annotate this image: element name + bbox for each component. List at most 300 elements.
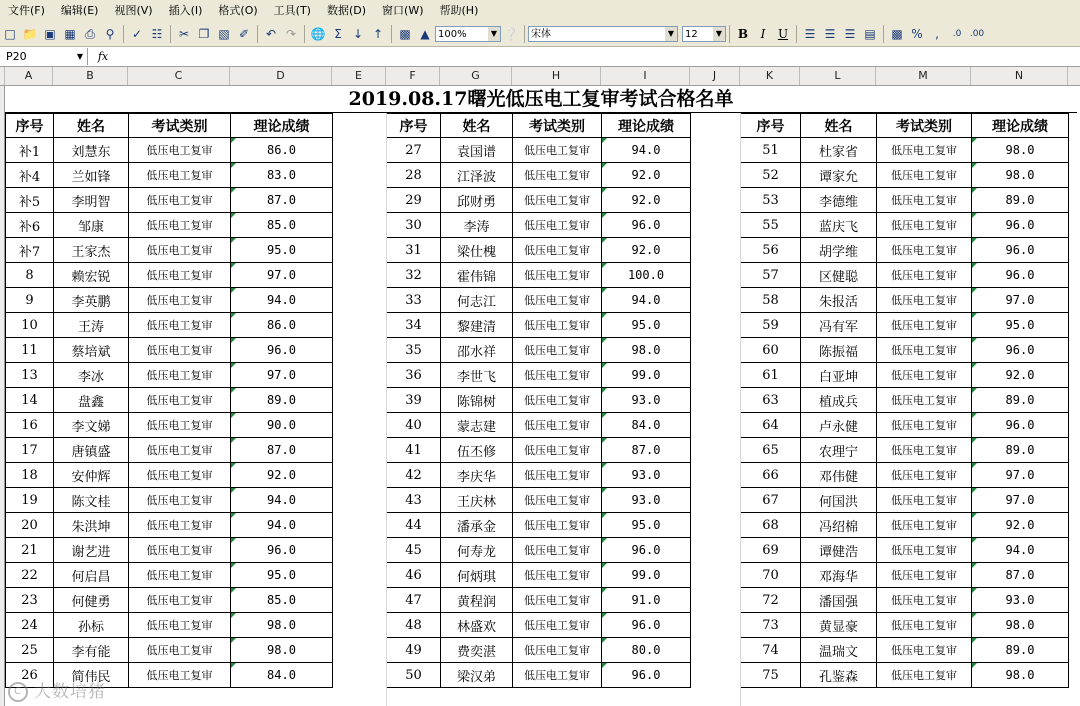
- seq-cell[interactable]: 41: [387, 438, 441, 463]
- menu-item[interactable]: 数据(D): [326, 4, 367, 17]
- score-cell[interactable]: 89.0: [972, 188, 1069, 213]
- score-cell[interactable]: 89.0: [231, 388, 333, 413]
- category-cell[interactable]: 低压电工复审: [513, 188, 602, 213]
- name-cell[interactable]: 霍伟锦: [441, 263, 513, 288]
- align-left-icon[interactable]: ☰: [804, 27, 816, 41]
- category-cell[interactable]: 低压电工复审: [877, 363, 972, 388]
- column-heading[interactable]: 序号: [387, 114, 441, 138]
- score-cell[interactable]: 97.0: [231, 363, 333, 388]
- name-cell[interactable]: 邓伟健: [801, 463, 877, 488]
- seq-cell[interactable]: 42: [387, 463, 441, 488]
- seq-cell[interactable]: 63: [741, 388, 801, 413]
- seq-cell[interactable]: 35: [387, 338, 441, 363]
- percent-button[interactable]: %: [911, 27, 923, 41]
- seq-cell[interactable]: 18: [6, 463, 54, 488]
- seq-cell[interactable]: 8: [6, 263, 54, 288]
- seq-cell[interactable]: 补7: [6, 238, 54, 263]
- seq-cell[interactable]: 75: [741, 663, 801, 688]
- name-cell[interactable]: 赖宏锐: [54, 263, 129, 288]
- category-cell[interactable]: 低压电工复审: [513, 588, 602, 613]
- score-cell[interactable]: 96.0: [602, 538, 691, 563]
- name-cell[interactable]: 林盛欢: [441, 613, 513, 638]
- seq-cell[interactable]: 23: [6, 588, 54, 613]
- category-cell[interactable]: 低压电工复审: [513, 363, 602, 388]
- name-cell[interactable]: 黄程润: [441, 588, 513, 613]
- new-file-icon[interactable]: □: [4, 27, 16, 41]
- score-cell[interactable]: 92.0: [972, 363, 1069, 388]
- column-heading[interactable]: 序号: [6, 114, 54, 138]
- score-cell[interactable]: 89.0: [972, 438, 1069, 463]
- formula-input[interactable]: [118, 48, 1080, 65]
- seq-cell[interactable]: 32: [387, 263, 441, 288]
- score-cell[interactable]: 99.0: [602, 363, 691, 388]
- font-name-select[interactable]: [528, 26, 678, 42]
- name-cell[interactable]: 何健勇: [54, 588, 129, 613]
- name-cell[interactable]: 冯绍棉: [801, 513, 877, 538]
- category-cell[interactable]: 低压电工复审: [513, 638, 602, 663]
- score-cell[interactable]: 93.0: [602, 388, 691, 413]
- category-cell[interactable]: 低压电工复审: [513, 513, 602, 538]
- score-cell[interactable]: 87.0: [602, 438, 691, 463]
- score-cell[interactable]: 95.0: [231, 238, 333, 263]
- column-header[interactable]: M: [876, 67, 971, 85]
- name-cell[interactable]: 何国洪: [801, 488, 877, 513]
- category-cell[interactable]: 低压电工复审: [513, 138, 602, 163]
- column-heading[interactable]: 理论成绩: [231, 114, 333, 138]
- save-icon[interactable]: ▣: [44, 27, 56, 41]
- name-cell[interactable]: 梁仕槐: [441, 238, 513, 263]
- score-cell[interactable]: 98.0: [231, 613, 333, 638]
- menu-item[interactable]: 编辑(E): [60, 4, 99, 17]
- seq-cell[interactable]: 10: [6, 313, 54, 338]
- research-icon[interactable]: ☷: [151, 27, 163, 41]
- score-cell[interactable]: 96.0: [972, 338, 1069, 363]
- chart-wizard-icon[interactable]: ▩: [399, 27, 411, 41]
- seq-cell[interactable]: 30: [387, 213, 441, 238]
- name-cell[interactable]: 李明智: [54, 188, 129, 213]
- name-cell[interactable]: 冯有军: [801, 313, 877, 338]
- category-cell[interactable]: 低压电工复审: [877, 538, 972, 563]
- menu-item[interactable]: 插入(I): [168, 4, 203, 17]
- seq-cell[interactable]: 47: [387, 588, 441, 613]
- seq-cell[interactable]: 52: [741, 163, 801, 188]
- name-cell[interactable]: 何炳琪: [441, 563, 513, 588]
- font-size-select[interactable]: [682, 26, 726, 42]
- category-cell[interactable]: 低压电工复审: [129, 588, 231, 613]
- score-cell[interactable]: 89.0: [972, 388, 1069, 413]
- category-cell[interactable]: 低压电工复审: [877, 163, 972, 188]
- category-cell[interactable]: 低压电工复审: [877, 488, 972, 513]
- score-cell[interactable]: 99.0: [602, 563, 691, 588]
- category-cell[interactable]: 低压电工复审: [877, 388, 972, 413]
- name-cell[interactable]: 陈振福: [801, 338, 877, 363]
- score-cell[interactable]: 94.0: [231, 488, 333, 513]
- name-cell[interactable]: 李有能: [54, 638, 129, 663]
- category-cell[interactable]: 低压电工复审: [129, 213, 231, 238]
- column-header[interactable]: G: [440, 67, 512, 85]
- name-cell[interactable]: 黄显豪: [801, 613, 877, 638]
- score-cell[interactable]: 97.0: [972, 488, 1069, 513]
- seq-cell[interactable]: 20: [6, 513, 54, 538]
- category-cell[interactable]: 低压电工复审: [129, 163, 231, 188]
- category-cell[interactable]: 低压电工复审: [877, 188, 972, 213]
- name-cell[interactable]: 王庆林: [441, 488, 513, 513]
- category-cell[interactable]: 低压电工复审: [513, 663, 602, 688]
- column-heading[interactable]: 考试类别: [877, 114, 972, 138]
- column-header[interactable]: A: [5, 67, 53, 85]
- undo-icon[interactable]: ↶: [265, 27, 277, 41]
- category-cell[interactable]: 低压电工复审: [877, 463, 972, 488]
- name-cell[interactable]: 梁汉弟: [441, 663, 513, 688]
- category-cell[interactable]: 低压电工复审: [513, 613, 602, 638]
- seq-cell[interactable]: 22: [6, 563, 54, 588]
- name-cell[interactable]: 谭健浩: [801, 538, 877, 563]
- category-cell[interactable]: 低压电工复审: [877, 613, 972, 638]
- seq-cell[interactable]: 61: [741, 363, 801, 388]
- name-cell[interactable]: 谭家允: [801, 163, 877, 188]
- menu-item[interactable]: 视图(V): [114, 4, 153, 17]
- category-cell[interactable]: 低压电工复审: [877, 313, 972, 338]
- category-cell[interactable]: 低压电工复审: [513, 538, 602, 563]
- score-cell[interactable]: 94.0: [602, 138, 691, 163]
- seq-cell[interactable]: 补1: [6, 138, 54, 163]
- score-cell[interactable]: 86.0: [231, 138, 333, 163]
- column-header[interactable]: J: [690, 67, 740, 85]
- name-cell[interactable]: 朱报活: [801, 288, 877, 313]
- column-header[interactable]: N: [971, 67, 1068, 85]
- underline-button[interactable]: U: [777, 27, 789, 41]
- name-cell[interactable]: 江泽波: [441, 163, 513, 188]
- category-cell[interactable]: 低压电工复审: [877, 413, 972, 438]
- column-heading[interactable]: 理论成绩: [972, 114, 1069, 138]
- category-cell[interactable]: 低压电工复审: [129, 413, 231, 438]
- score-cell[interactable]: 87.0: [972, 563, 1069, 588]
- category-cell[interactable]: 低压电工复审: [129, 363, 231, 388]
- category-cell[interactable]: 低压电工复审: [877, 213, 972, 238]
- comma-button[interactable]: ,: [935, 27, 939, 41]
- name-cell[interactable]: 费奕湛: [441, 638, 513, 663]
- menu-item[interactable]: 文件(F): [8, 4, 45, 17]
- column-heading[interactable]: 序号: [741, 114, 801, 138]
- score-cell[interactable]: 89.0: [972, 638, 1069, 663]
- score-cell[interactable]: 96.0: [972, 413, 1069, 438]
- name-cell[interactable]: 潘承金: [441, 513, 513, 538]
- menu-item[interactable]: 格式(O): [218, 4, 258, 17]
- column-heading[interactable]: 考试类别: [129, 114, 231, 138]
- name-cell[interactable]: 盘鑫: [54, 388, 129, 413]
- menu-item[interactable]: 帮助(H): [439, 4, 479, 17]
- category-cell[interactable]: 低压电工复审: [513, 413, 602, 438]
- category-cell[interactable]: 低压电工复审: [129, 463, 231, 488]
- name-cell[interactable]: 安仲辉: [54, 463, 129, 488]
- score-cell[interactable]: 91.0: [602, 588, 691, 613]
- name-cell[interactable]: 王家杰: [54, 238, 129, 263]
- category-cell[interactable]: 低压电工复审: [513, 338, 602, 363]
- name-cell[interactable]: 伍丕修: [441, 438, 513, 463]
- category-cell[interactable]: 低压电工复审: [129, 563, 231, 588]
- category-cell[interactable]: 低压电工复审: [129, 188, 231, 213]
- name-cell[interactable]: 何启昌: [54, 563, 129, 588]
- align-right-icon[interactable]: ☰: [844, 27, 856, 41]
- seq-cell[interactable]: 33: [387, 288, 441, 313]
- name-cell[interactable]: 王涛: [54, 313, 129, 338]
- name-cell[interactable]: 何寿龙: [441, 538, 513, 563]
- column-header[interactable]: B: [53, 67, 128, 85]
- score-cell[interactable]: 96.0: [231, 538, 333, 563]
- score-cell[interactable]: 98.0: [972, 138, 1069, 163]
- column-header[interactable]: D: [230, 67, 332, 85]
- name-cell[interactable]: 唐镇盛: [54, 438, 129, 463]
- score-cell[interactable]: 85.0: [231, 588, 333, 613]
- category-cell[interactable]: 低压电工复审: [877, 513, 972, 538]
- decrease-decimal-icon[interactable]: .00: [969, 29, 985, 39]
- seq-cell[interactable]: 26: [6, 663, 54, 688]
- seq-cell[interactable]: 17: [6, 438, 54, 463]
- column-heading[interactable]: 理论成绩: [602, 114, 691, 138]
- name-cell[interactable]: 邱财勇: [441, 188, 513, 213]
- drawing-icon[interactable]: ▲: [420, 27, 430, 41]
- hyperlink-icon[interactable]: 🌐: [310, 27, 326, 41]
- category-cell[interactable]: 低压电工复审: [513, 388, 602, 413]
- seq-cell[interactable]: 55: [741, 213, 801, 238]
- seq-cell[interactable]: 11: [6, 338, 54, 363]
- score-cell[interactable]: 100.0: [602, 263, 691, 288]
- seq-cell[interactable]: 9: [6, 288, 54, 313]
- seq-cell[interactable]: 24: [6, 613, 54, 638]
- seq-cell[interactable]: 16: [6, 413, 54, 438]
- score-cell[interactable]: 96.0: [972, 238, 1069, 263]
- score-cell[interactable]: 94.0: [972, 538, 1069, 563]
- seq-cell[interactable]: 36: [387, 363, 441, 388]
- score-cell[interactable]: 96.0: [602, 213, 691, 238]
- seq-cell[interactable]: 67: [741, 488, 801, 513]
- name-cell[interactable]: 卢永健: [801, 413, 877, 438]
- category-cell[interactable]: 低压电工复审: [877, 663, 972, 688]
- sort-ascending-icon[interactable]: ↓: [352, 27, 364, 41]
- seq-cell[interactable]: 补4: [6, 163, 54, 188]
- name-cell[interactable]: 温瑞文: [801, 638, 877, 663]
- score-cell[interactable]: 94.0: [602, 288, 691, 313]
- seq-cell[interactable]: 14: [6, 388, 54, 413]
- category-cell[interactable]: 低压电工复审: [129, 263, 231, 288]
- seq-cell[interactable]: 19: [6, 488, 54, 513]
- category-cell[interactable]: 低压电工复审: [513, 313, 602, 338]
- name-cell[interactable]: 李文娣: [54, 413, 129, 438]
- name-cell[interactable]: 简伟民: [54, 663, 129, 688]
- score-cell[interactable]: 92.0: [602, 163, 691, 188]
- autosum-icon[interactable]: Σ: [334, 27, 342, 41]
- category-cell[interactable]: 低压电工复审: [129, 488, 231, 513]
- score-cell[interactable]: 96.0: [231, 338, 333, 363]
- score-cell[interactable]: 96.0: [972, 213, 1069, 238]
- category-cell[interactable]: 低压电工复审: [877, 238, 972, 263]
- category-cell[interactable]: 低压电工复审: [877, 638, 972, 663]
- seq-cell[interactable]: 64: [741, 413, 801, 438]
- column-header[interactable]: F: [386, 67, 440, 85]
- italic-button[interactable]: I: [760, 27, 766, 41]
- column-heading[interactable]: 姓名: [441, 114, 513, 138]
- currency-icon[interactable]: ▩: [891, 27, 903, 41]
- category-cell[interactable]: 低压电工复审: [513, 238, 602, 263]
- category-cell[interactable]: 低压电工复审: [877, 588, 972, 613]
- category-cell[interactable]: 低压电工复审: [129, 638, 231, 663]
- name-cell[interactable]: 邹康: [54, 213, 129, 238]
- name-cell[interactable]: 谢艺进: [54, 538, 129, 563]
- seq-cell[interactable]: 44: [387, 513, 441, 538]
- seq-cell[interactable]: 补5: [6, 188, 54, 213]
- column-header[interactable]: E: [332, 67, 386, 85]
- seq-cell[interactable]: 13: [6, 363, 54, 388]
- seq-cell[interactable]: 39: [387, 388, 441, 413]
- name-cell[interactable]: 朱洪坤: [54, 513, 129, 538]
- seq-cell[interactable]: 70: [741, 563, 801, 588]
- seq-cell[interactable]: 27: [387, 138, 441, 163]
- seq-cell[interactable]: 29: [387, 188, 441, 213]
- column-heading[interactable]: 考试类别: [513, 114, 602, 138]
- category-cell[interactable]: 低压电工复审: [129, 663, 231, 688]
- name-cell[interactable]: 蒙志建: [441, 413, 513, 438]
- spelling-icon[interactable]: ✓: [131, 27, 143, 41]
- category-cell[interactable]: 低压电工复审: [513, 563, 602, 588]
- name-cell[interactable]: 孔鉴森: [801, 663, 877, 688]
- category-cell[interactable]: 低压电工复审: [513, 263, 602, 288]
- category-cell[interactable]: 低压电工复审: [129, 238, 231, 263]
- increase-decimal-icon[interactable]: .0: [952, 29, 962, 39]
- seq-cell[interactable]: 60: [741, 338, 801, 363]
- column-header[interactable]: K: [740, 67, 800, 85]
- score-cell[interactable]: 98.0: [972, 613, 1069, 638]
- score-cell[interactable]: 94.0: [231, 513, 333, 538]
- seq-cell[interactable]: 59: [741, 313, 801, 338]
- score-cell[interactable]: 93.0: [602, 488, 691, 513]
- name-cell[interactable]: 植成兵: [801, 388, 877, 413]
- score-cell[interactable]: 96.0: [602, 613, 691, 638]
- seq-cell[interactable]: 66: [741, 463, 801, 488]
- seq-cell[interactable]: 57: [741, 263, 801, 288]
- score-cell[interactable]: 84.0: [231, 663, 333, 688]
- category-cell[interactable]: 低压电工复审: [877, 138, 972, 163]
- print-preview-icon[interactable]: ⚲: [105, 27, 115, 41]
- name-cell[interactable]: 白亚坤: [801, 363, 877, 388]
- worksheet-grid[interactable]: [0, 67, 1080, 706]
- category-cell[interactable]: 低压电工复审: [513, 163, 602, 188]
- redo-icon[interactable]: ↷: [285, 27, 297, 41]
- category-cell[interactable]: 低压电工复审: [129, 138, 231, 163]
- menu-item[interactable]: 窗口(W): [382, 4, 424, 17]
- seq-cell[interactable]: 21: [6, 538, 54, 563]
- category-cell[interactable]: 低压电工复审: [129, 388, 231, 413]
- seq-cell[interactable]: 补6: [6, 213, 54, 238]
- score-cell[interactable]: 92.0: [602, 238, 691, 263]
- seq-cell[interactable]: 48: [387, 613, 441, 638]
- name-cell[interactable]: 李英鹏: [54, 288, 129, 313]
- score-cell[interactable]: 85.0: [231, 213, 333, 238]
- seq-cell[interactable]: 49: [387, 638, 441, 663]
- name-cell[interactable]: 李德维: [801, 188, 877, 213]
- category-cell[interactable]: 低压电工复审: [513, 488, 602, 513]
- name-cell[interactable]: 邵水祥: [441, 338, 513, 363]
- score-cell[interactable]: 97.0: [972, 288, 1069, 313]
- score-cell[interactable]: 84.0: [602, 413, 691, 438]
- seq-cell[interactable]: 73: [741, 613, 801, 638]
- score-cell[interactable]: 93.0: [972, 588, 1069, 613]
- name-box[interactable]: [0, 48, 88, 65]
- seq-cell[interactable]: 50: [387, 663, 441, 688]
- name-cell[interactable]: 潘国强: [801, 588, 877, 613]
- score-cell[interactable]: 96.0: [602, 663, 691, 688]
- seq-cell[interactable]: 40: [387, 413, 441, 438]
- seq-cell[interactable]: 68: [741, 513, 801, 538]
- zoom-select[interactable]: [435, 26, 501, 42]
- score-cell[interactable]: 87.0: [231, 188, 333, 213]
- seq-cell[interactable]: 31: [387, 238, 441, 263]
- name-cell[interactable]: 李涛: [441, 213, 513, 238]
- name-cell[interactable]: 区健聪: [801, 263, 877, 288]
- category-cell[interactable]: 低压电工复审: [877, 288, 972, 313]
- seq-cell[interactable]: 34: [387, 313, 441, 338]
- category-cell[interactable]: 低压电工复审: [877, 338, 972, 363]
- name-cell[interactable]: 农理宁: [801, 438, 877, 463]
- score-cell[interactable]: 80.0: [602, 638, 691, 663]
- align-center-icon[interactable]: ☰: [824, 27, 836, 41]
- format-painter-icon[interactable]: ✐: [238, 27, 250, 41]
- print-icon[interactable]: ⎙: [85, 26, 95, 41]
- seq-cell[interactable]: 25: [6, 638, 54, 663]
- sort-descending-icon[interactable]: ↑: [372, 27, 384, 41]
- name-cell[interactable]: 孙标: [54, 613, 129, 638]
- category-cell[interactable]: 低压电工复审: [513, 213, 602, 238]
- name-cell[interactable]: 何志江: [441, 288, 513, 313]
- category-cell[interactable]: 低压电工复审: [877, 263, 972, 288]
- cut-icon[interactable]: ✂: [178, 27, 190, 41]
- category-cell[interactable]: 低压电工复审: [513, 288, 602, 313]
- name-cell[interactable]: 邓海华: [801, 563, 877, 588]
- seq-cell[interactable]: 65: [741, 438, 801, 463]
- score-cell[interactable]: 92.0: [602, 188, 691, 213]
- paste-icon[interactable]: ▧: [218, 27, 230, 41]
- name-cell[interactable]: 袁国谱: [441, 138, 513, 163]
- score-cell[interactable]: 93.0: [602, 463, 691, 488]
- column-heading[interactable]: 姓名: [54, 114, 129, 138]
- category-cell[interactable]: 低压电工复审: [877, 563, 972, 588]
- score-cell[interactable]: 95.0: [231, 563, 333, 588]
- column-header[interactable]: L: [800, 67, 876, 85]
- score-cell[interactable]: 94.0: [231, 288, 333, 313]
- score-cell[interactable]: 83.0: [231, 163, 333, 188]
- category-cell[interactable]: 低压电工复审: [129, 538, 231, 563]
- score-cell[interactable]: 98.0: [972, 163, 1069, 188]
- column-header[interactable]: C: [128, 67, 230, 85]
- seq-cell[interactable]: 72: [741, 588, 801, 613]
- score-cell[interactable]: 98.0: [231, 638, 333, 663]
- seq-cell[interactable]: 58: [741, 288, 801, 313]
- function-icon[interactable]: fx: [97, 50, 109, 63]
- help-icon[interactable]: ❔: [503, 27, 519, 41]
- score-cell[interactable]: 92.0: [972, 513, 1069, 538]
- score-cell[interactable]: 97.0: [231, 263, 333, 288]
- column-heading[interactable]: 姓名: [801, 114, 877, 138]
- seq-cell[interactable]: 43: [387, 488, 441, 513]
- name-cell[interactable]: 杜家省: [801, 138, 877, 163]
- name-cell[interactable]: 李世飞: [441, 363, 513, 388]
- score-cell[interactable]: 95.0: [602, 513, 691, 538]
- category-cell[interactable]: 低压电工复审: [129, 338, 231, 363]
- name-cell[interactable]: 兰如锋: [54, 163, 129, 188]
- name-cell[interactable]: 黎建清: [441, 313, 513, 338]
- seq-cell[interactable]: 45: [387, 538, 441, 563]
- score-cell[interactable]: 92.0: [231, 463, 333, 488]
- seq-cell[interactable]: 28: [387, 163, 441, 188]
